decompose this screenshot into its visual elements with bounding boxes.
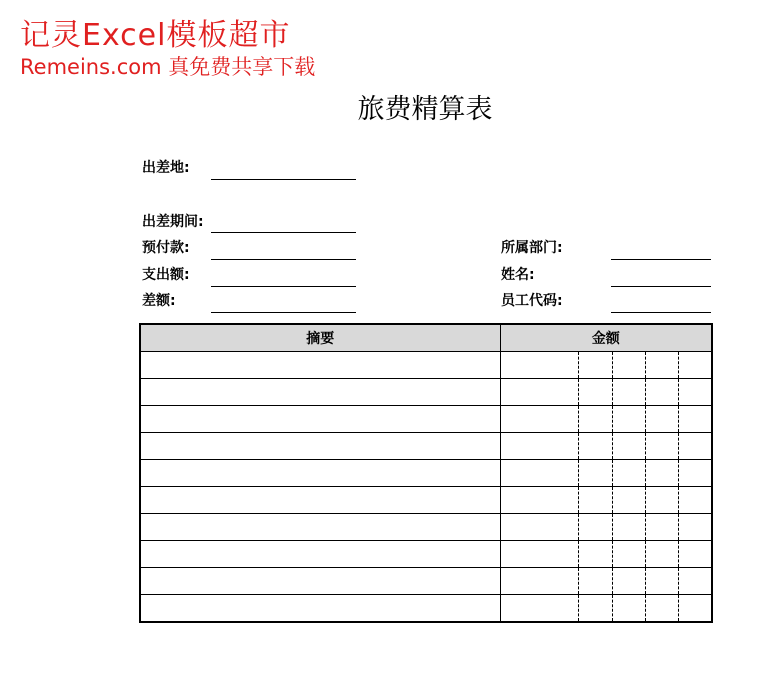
table-body bbox=[140, 352, 712, 623]
amount-cell[interactable] bbox=[500, 433, 578, 460]
amount-cell[interactable] bbox=[645, 379, 678, 406]
summary-cell[interactable] bbox=[140, 379, 500, 406]
amount-cell[interactable] bbox=[612, 595, 645, 623]
amount-cell[interactable] bbox=[678, 541, 712, 568]
employee-code-label: 员工代码: bbox=[501, 293, 563, 309]
amount-cell[interactable] bbox=[678, 514, 712, 541]
amount-cell[interactable] bbox=[578, 595, 612, 623]
amount-cell[interactable] bbox=[645, 352, 678, 379]
summary-cell[interactable] bbox=[140, 460, 500, 487]
amount-cell[interactable] bbox=[678, 433, 712, 460]
amount-cell[interactable] bbox=[678, 487, 712, 514]
summary-cell[interactable] bbox=[140, 595, 500, 623]
amount-cell[interactable] bbox=[612, 433, 645, 460]
expense-label: 支出额: bbox=[142, 267, 190, 283]
amount-cell[interactable] bbox=[678, 406, 712, 433]
table-row bbox=[140, 352, 712, 379]
amount-cell[interactable] bbox=[612, 487, 645, 514]
amount-cell[interactable] bbox=[500, 514, 578, 541]
difference-field[interactable] bbox=[211, 312, 356, 313]
summary-cell[interactable] bbox=[140, 541, 500, 568]
amount-cell[interactable] bbox=[645, 433, 678, 460]
period-field[interactable] bbox=[211, 232, 356, 233]
amount-cell[interactable] bbox=[678, 568, 712, 595]
difference-label: 差额: bbox=[142, 293, 176, 309]
period-label: 出差期间: bbox=[142, 214, 204, 230]
amount-cell[interactable] bbox=[578, 514, 612, 541]
expense-field[interactable] bbox=[211, 286, 356, 287]
table-row bbox=[140, 541, 712, 568]
amount-cell[interactable] bbox=[578, 460, 612, 487]
table-row bbox=[140, 514, 712, 541]
amount-cell[interactable] bbox=[500, 595, 578, 623]
amount-cell[interactable] bbox=[645, 595, 678, 623]
amount-cell[interactable] bbox=[678, 379, 712, 406]
department-label: 所属部门: bbox=[501, 240, 563, 256]
amount-cell[interactable] bbox=[678, 595, 712, 623]
advance-field[interactable] bbox=[211, 259, 356, 260]
watermark-subtitle: Remeins.com 真免费共享下载 bbox=[20, 55, 316, 79]
amount-cell[interactable] bbox=[578, 352, 612, 379]
amount-cell[interactable] bbox=[500, 406, 578, 433]
watermark-title: 记灵Excel模板超市 bbox=[20, 18, 291, 53]
amount-cell[interactable] bbox=[612, 406, 645, 433]
amount-cell[interactable] bbox=[500, 379, 578, 406]
amount-cell[interactable] bbox=[578, 568, 612, 595]
table-row bbox=[140, 433, 712, 460]
amount-cell[interactable] bbox=[678, 352, 712, 379]
amount-cell[interactable] bbox=[645, 568, 678, 595]
summary-cell[interactable] bbox=[140, 433, 500, 460]
summary-cell[interactable] bbox=[140, 487, 500, 514]
summary-cell[interactable] bbox=[140, 352, 500, 379]
table-row bbox=[140, 460, 712, 487]
amount-cell[interactable] bbox=[612, 379, 645, 406]
summary-cell[interactable] bbox=[140, 406, 500, 433]
amount-cell[interactable] bbox=[645, 460, 678, 487]
amount-cell[interactable] bbox=[612, 541, 645, 568]
name-field[interactable] bbox=[611, 286, 711, 287]
amount-header: 金额 bbox=[500, 324, 712, 352]
amount-cell[interactable] bbox=[645, 406, 678, 433]
employee-code-field[interactable] bbox=[611, 312, 711, 313]
amount-cell[interactable] bbox=[645, 487, 678, 514]
table-row bbox=[140, 406, 712, 433]
summary-header: 摘要 bbox=[140, 324, 500, 352]
table-row bbox=[140, 487, 712, 514]
destination-label: 出差地: bbox=[142, 160, 190, 176]
amount-cell[interactable] bbox=[578, 487, 612, 514]
advance-label: 预付款: bbox=[142, 240, 190, 256]
amount-cell[interactable] bbox=[612, 460, 645, 487]
table-row bbox=[140, 379, 712, 406]
amount-cell[interactable] bbox=[645, 541, 678, 568]
table-header-row bbox=[140, 324, 712, 352]
amount-cell[interactable] bbox=[612, 568, 645, 595]
amount-cell[interactable] bbox=[578, 541, 612, 568]
amount-cell[interactable] bbox=[500, 352, 578, 379]
amount-cell[interactable] bbox=[612, 352, 645, 379]
summary-cell[interactable] bbox=[140, 514, 500, 541]
destination-field[interactable] bbox=[211, 179, 356, 180]
amount-cell[interactable] bbox=[578, 433, 612, 460]
amount-cell[interactable] bbox=[612, 514, 645, 541]
amount-cell[interactable] bbox=[500, 487, 578, 514]
amount-cell[interactable] bbox=[578, 406, 612, 433]
table-row bbox=[140, 568, 712, 595]
amount-cell[interactable] bbox=[645, 514, 678, 541]
amount-cell[interactable] bbox=[500, 541, 578, 568]
expense-table bbox=[139, 323, 713, 623]
department-field[interactable] bbox=[611, 259, 711, 260]
amount-cell[interactable] bbox=[500, 568, 578, 595]
amount-cell[interactable] bbox=[578, 379, 612, 406]
amount-cell[interactable] bbox=[678, 460, 712, 487]
table-row bbox=[140, 595, 712, 623]
summary-cell[interactable] bbox=[140, 568, 500, 595]
amount-cell[interactable] bbox=[500, 460, 578, 487]
name-label: 姓名: bbox=[501, 267, 535, 283]
form-title: 旅费精算表 bbox=[357, 94, 493, 125]
